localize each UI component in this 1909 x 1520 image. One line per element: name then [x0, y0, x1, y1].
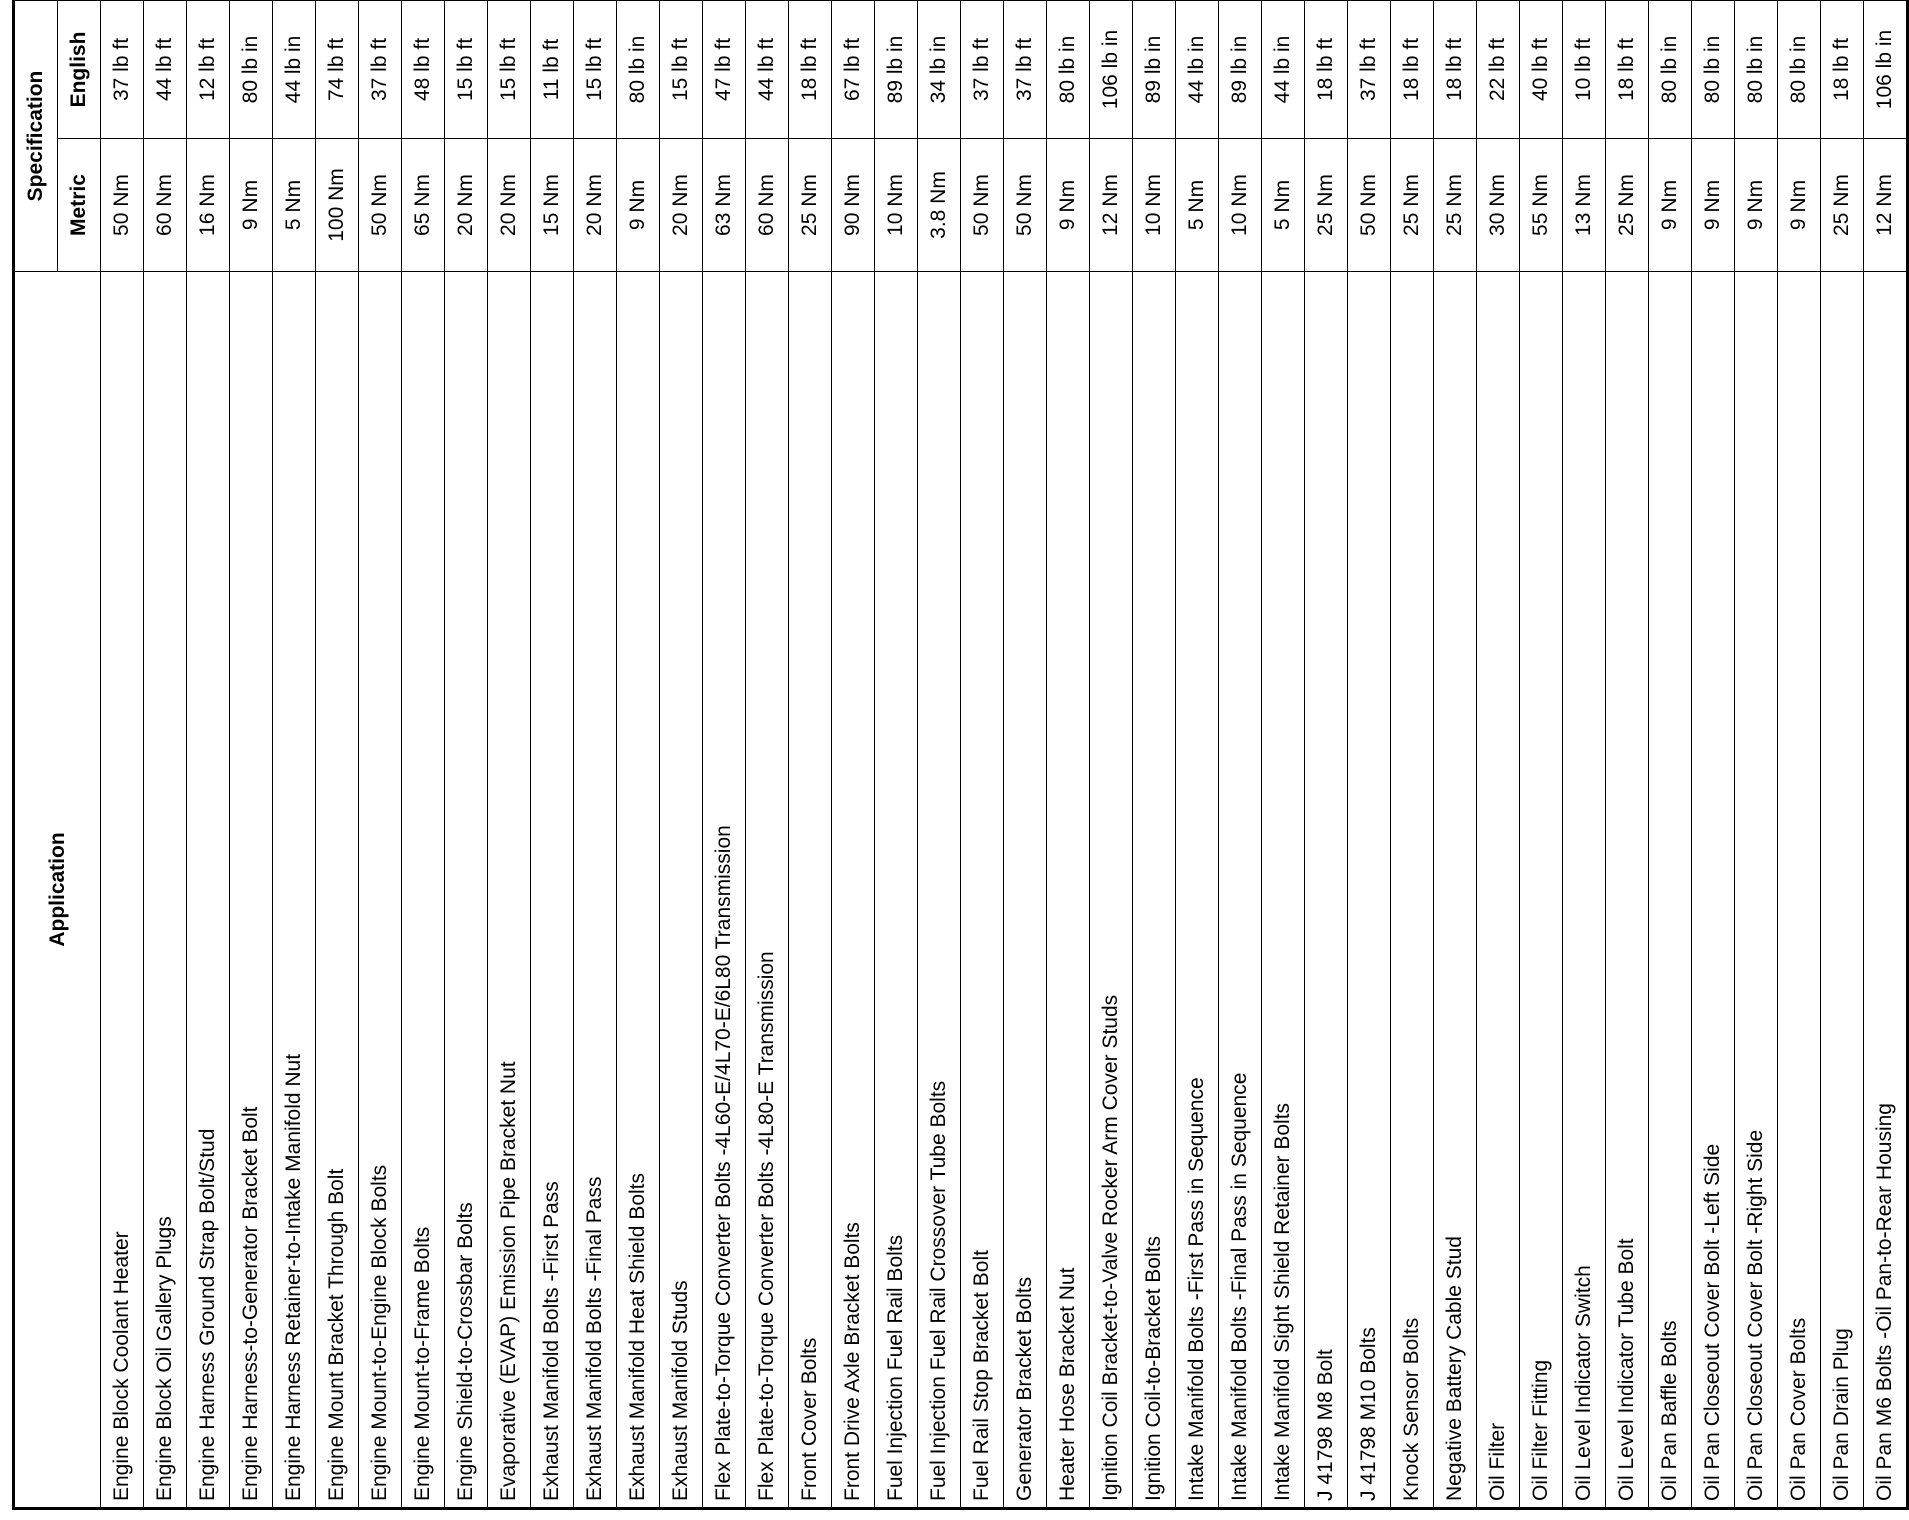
english-cell: 80 lb in [1649, 0, 1692, 139]
table-row [1004, 0, 1047, 1509]
table-row [1305, 0, 1348, 1509]
metric-cell: 16 Nm [187, 139, 230, 272]
english-cell: 37 lb ft [1004, 0, 1047, 139]
metric-cell: 25 Nm [1305, 139, 1348, 272]
metric-cell: 10 Nm [1133, 139, 1176, 272]
application-cell: Oil Level Indicator Tube Bolt [1606, 272, 1649, 1509]
application-cell: Ignition Coil-to-Bracket Bolts [1133, 272, 1176, 1509]
english-cell: 37 lb ft [101, 0, 144, 139]
english-cell: 37 lb ft [1348, 0, 1391, 139]
english-cell: 74 lb ft [316, 0, 359, 139]
table-row [1219, 0, 1262, 1509]
metric-cell: 15 Nm [531, 139, 574, 272]
english-cell: 18 lb ft [1391, 0, 1434, 139]
metric-cell: 25 Nm [1821, 139, 1864, 272]
table-header [14, 0, 101, 1509]
application-cell: Oil Filter Fitting [1520, 272, 1563, 1509]
table-row [144, 0, 187, 1509]
metric-cell: 10 Nm [1219, 139, 1262, 272]
application-cell: Front Drive Axle Bracket Bolts [832, 272, 875, 1509]
table-row [1692, 0, 1735, 1509]
table-row [101, 0, 144, 1509]
application-cell: Engine Harness Retainer-to-Intake Manifold Nut [273, 272, 316, 1509]
metric-cell: 9 Nm [1692, 139, 1735, 272]
english-cell: 11 lb ft [531, 0, 574, 139]
metric-cell: 55 Nm [1520, 139, 1563, 272]
english-cell: 48 lb ft [402, 0, 445, 139]
english-cell: 15 lb ft [445, 0, 488, 139]
table-row [445, 0, 488, 1509]
metric-cell: 9 Nm [1735, 139, 1778, 272]
english-header: English [58, 0, 101, 139]
table-row [1133, 0, 1176, 1509]
metric-cell: 3.8 Nm [918, 139, 961, 272]
application-cell: Engine Mount Bracket Through Bolt [316, 272, 359, 1509]
application-cell: Negative Battery Cable Stud [1434, 272, 1477, 1509]
metric-cell: 50 Nm [1004, 139, 1047, 272]
metric-cell: 60 Nm [144, 139, 187, 272]
table-row [574, 0, 617, 1509]
metric-cell: 20 Nm [488, 139, 531, 272]
metric-cell: 5 Nm [1176, 139, 1219, 272]
table-row [1606, 0, 1649, 1509]
english-cell: 10 lb ft [1563, 0, 1606, 139]
metric-cell: 20 Nm [660, 139, 703, 272]
application-cell: Oil Pan Closeout Cover Bolt -Left Side [1692, 272, 1735, 1509]
specification-header: Specification [14, 0, 58, 272]
table-row [1047, 0, 1090, 1509]
english-cell: 15 lb ft [488, 0, 531, 139]
metric-cell: 5 Nm [1262, 139, 1305, 272]
table-row [1348, 0, 1391, 1509]
english-cell: 106 lb in [1864, 0, 1908, 139]
english-cell: 80 lb in [1735, 0, 1778, 139]
application-cell: Heater Hose Bracket Nut [1047, 272, 1090, 1509]
application-cell: Intake Manifold Sight Shield Retainer Bolts [1262, 272, 1305, 1509]
english-cell: 12 lb ft [187, 0, 230, 139]
english-cell: 37 lb ft [961, 0, 1004, 139]
metric-cell: 30 Nm [1477, 139, 1520, 272]
english-cell: 18 lb ft [1305, 0, 1348, 139]
application-cell: Oil Filter [1477, 272, 1520, 1509]
metric-cell: 63 Nm [703, 139, 746, 272]
metric-cell: 50 Nm [359, 139, 402, 272]
application-cell: Ignition Coil Bracket-to-Valve Rocker Arm Cover Studs [1090, 272, 1133, 1509]
application-cell: Oil Pan M6 Bolts -Oil Pan-to-Rear Housing [1864, 272, 1908, 1509]
english-cell: 18 lb ft [1821, 0, 1864, 139]
table-row [746, 0, 789, 1509]
application-cell: Intake Manifold Bolts -First Pass in Sequence [1176, 272, 1219, 1509]
english-cell: 80 lb in [1778, 0, 1821, 139]
table-row [1262, 0, 1305, 1509]
metric-cell: 100 Nm [316, 139, 359, 272]
table-row [402, 0, 445, 1509]
metric-cell: 25 Nm [1391, 139, 1434, 272]
application-header: Application [14, 272, 101, 1509]
metric-cell: 5 Nm [273, 139, 316, 272]
table-row [230, 0, 273, 1509]
metric-cell: 25 Nm [789, 139, 832, 272]
application-cell: Generator Bracket Bolts [1004, 272, 1047, 1509]
application-cell: Engine Mount-to-Frame Bolts [402, 272, 445, 1509]
metric-cell: 25 Nm [1434, 139, 1477, 272]
table-row [1176, 0, 1219, 1509]
english-cell: 15 lb ft [660, 0, 703, 139]
metric-cell: 9 Nm [1778, 139, 1821, 272]
english-cell: 89 lb in [875, 0, 918, 139]
application-cell: Engine Harness-to-Generator Bracket Bolt [230, 272, 273, 1509]
table-row [1778, 0, 1821, 1509]
english-cell: 44 lb in [1262, 0, 1305, 139]
application-cell: Flex Plate-to-Torque Converter Bolts -4L60-E/4L70-E/6L80 Transmission [703, 272, 746, 1509]
english-cell: 18 lb ft [1606, 0, 1649, 139]
english-cell: 80 lb in [617, 0, 660, 139]
table-row [1434, 0, 1477, 1509]
metric-cell: 25 Nm [1606, 139, 1649, 272]
application-cell: Intake Manifold Bolts -Final Pass in Sequence [1219, 272, 1262, 1509]
table-row [273, 0, 316, 1509]
application-cell: Engine Block Coolant Heater [101, 272, 144, 1509]
english-cell: 34 lb in [918, 0, 961, 139]
table-row [918, 0, 961, 1509]
metric-cell: 9 Nm [230, 139, 273, 272]
table-row [1563, 0, 1606, 1509]
application-cell: Fuel Injection Fuel Rail Crossover Tube Bolts [918, 272, 961, 1509]
application-cell: Fuel Injection Fuel Rail Bolts [875, 272, 918, 1509]
table-row [660, 0, 703, 1509]
table-row [1477, 0, 1520, 1509]
table-row [187, 0, 230, 1509]
application-cell: Oil Pan Cover Bolts [1778, 272, 1821, 1509]
english-cell: 44 lb in [273, 0, 316, 139]
metric-header: Metric [58, 139, 101, 272]
metric-cell: 90 Nm [832, 139, 875, 272]
application-cell: Oil Pan Baffle Bolts [1649, 272, 1692, 1509]
application-cell: Engine Mount-to-Engine Block Bolts [359, 272, 402, 1509]
application-cell: Engine Block Oil Gallery Plugs [144, 272, 187, 1509]
application-cell: Knock Sensor Bolts [1391, 272, 1434, 1509]
metric-cell: 20 Nm [574, 139, 617, 272]
english-cell: 37 lb ft [359, 0, 402, 139]
english-cell: 89 lb in [1133, 0, 1176, 139]
english-cell: 40 lb ft [1520, 0, 1563, 139]
english-cell: 44 lb ft [144, 0, 187, 139]
english-cell: 44 lb in [1176, 0, 1219, 139]
metric-cell: 50 Nm [961, 139, 1004, 272]
metric-cell: 20 Nm [445, 139, 488, 272]
application-cell: Exhaust Manifold Bolts -Final Pass [574, 272, 617, 1509]
english-cell: 89 lb in [1219, 0, 1262, 139]
torque-specification-table [12, 0, 1909, 1510]
application-cell: Oil Pan Drain Plug [1821, 272, 1864, 1509]
application-cell: Fuel Rail Stop Bracket Bolt [961, 272, 1004, 1509]
english-cell: 106 lb in [1090, 0, 1133, 139]
english-cell: 80 lb in [230, 0, 273, 139]
metric-cell: 9 Nm [1649, 139, 1692, 272]
table-row [359, 0, 402, 1509]
table-row [1821, 0, 1864, 1509]
table-row [1649, 0, 1692, 1509]
english-cell: 44 lb ft [746, 0, 789, 139]
english-cell: 22 lb ft [1477, 0, 1520, 139]
application-cell: Oil Level Indicator Switch [1563, 272, 1606, 1509]
table-row [617, 0, 660, 1509]
metric-cell: 65 Nm [402, 139, 445, 272]
metric-cell: 12 Nm [1864, 139, 1908, 272]
table-row [1864, 0, 1908, 1509]
english-cell: 18 lb ft [1434, 0, 1477, 139]
table-row [316, 0, 359, 1509]
table-body [101, 0, 1908, 1509]
table-row [1735, 0, 1778, 1509]
metric-cell: 9 Nm [617, 139, 660, 272]
metric-cell: 9 Nm [1047, 139, 1090, 272]
english-cell: 18 lb ft [789, 0, 832, 139]
table-row [531, 0, 574, 1509]
application-cell: Exhaust Manifold Heat Shield Bolts [617, 272, 660, 1509]
table-row [875, 0, 918, 1509]
metric-cell: 50 Nm [1348, 139, 1391, 272]
metric-cell: 13 Nm [1563, 139, 1606, 272]
application-cell: Exhaust Manifold Bolts -First Pass [531, 272, 574, 1509]
table-row [1520, 0, 1563, 1509]
english-cell: 47 lb ft [703, 0, 746, 139]
application-cell: Evaporative (EVAP) Emission Pipe Bracket Nut [488, 272, 531, 1509]
table-row [961, 0, 1004, 1509]
english-cell: 80 lb in [1692, 0, 1735, 139]
metric-cell: 10 Nm [875, 139, 918, 272]
application-cell: Engine Shield-to-Crossbar Bolts [445, 272, 488, 1509]
application-cell: J 41798 M8 Bolt [1305, 272, 1348, 1509]
table-row [703, 0, 746, 1509]
table-row [832, 0, 875, 1509]
application-cell: Front Cover Bolts [789, 272, 832, 1509]
application-cell: Flex Plate-to-Torque Converter Bolts -4L80-E Transmission [746, 272, 789, 1509]
english-cell: 80 lb in [1047, 0, 1090, 139]
application-cell: J 41798 M10 Bolts [1348, 272, 1391, 1509]
table-row [789, 0, 832, 1509]
english-cell: 67 lb ft [832, 0, 875, 139]
table-row [1090, 0, 1133, 1509]
application-cell: Engine Harness Ground Strap Bolt/Stud [187, 272, 230, 1509]
metric-cell: 60 Nm [746, 139, 789, 272]
application-cell: Exhaust Manifold Studs [660, 272, 703, 1509]
application-cell: Oil Pan Closeout Cover Bolt -Right Side [1735, 272, 1778, 1509]
table-row [1391, 0, 1434, 1509]
metric-cell: 50 Nm [101, 139, 144, 272]
metric-cell: 12 Nm [1090, 139, 1133, 272]
table-row [488, 0, 531, 1509]
english-cell: 15 lb ft [574, 0, 617, 139]
